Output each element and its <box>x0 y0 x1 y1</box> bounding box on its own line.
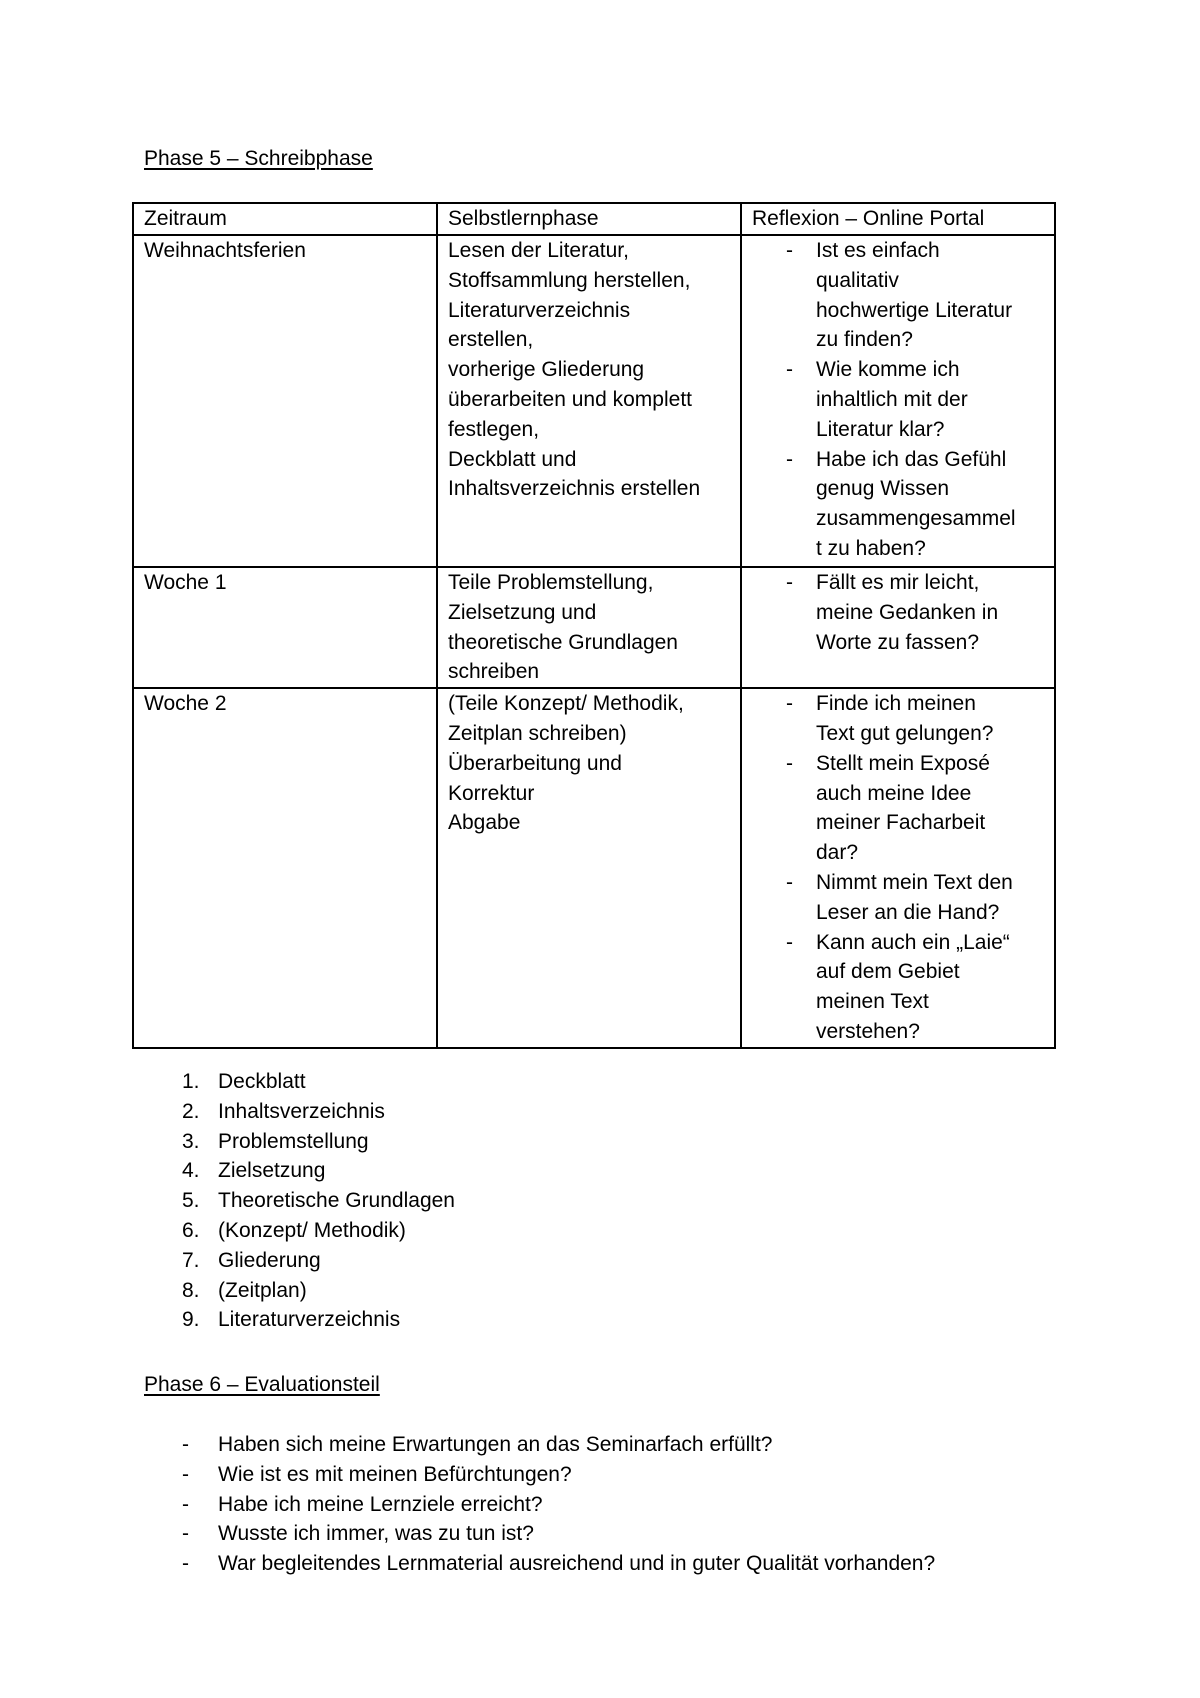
list-item <box>144 1490 935 1520</box>
text-line: Literaturverzeichnis <box>448 298 631 322</box>
list-item: - Ist es einfach qualitativ hochwertige Literatur zu finden? <box>742 236 1046 355</box>
dash-mark: - <box>786 692 793 716</box>
list-number: 2. <box>182 1099 200 1123</box>
text-line: erstellen, <box>448 328 534 352</box>
dash-mark: - <box>182 1492 189 1516</box>
text-line: Lesen der Literatur, <box>448 239 629 262</box>
cell-selbstlernphase <box>437 688 741 1048</box>
reflexion-list <box>742 236 1046 564</box>
reflexion-list <box>742 689 1046 1047</box>
header-selbstlernphase: Selbstlernphase <box>437 203 741 235</box>
text-line: Zielsetzung und <box>448 600 597 624</box>
text-line: schreiben <box>448 660 540 684</box>
text-line: Korrektur <box>448 781 535 805</box>
question-text: War begleitendes Lernmaterial ausreichend und in guter Qualität vorhanden? <box>218 1552 936 1576</box>
list-item <box>144 1156 455 1186</box>
table-row <box>133 567 1055 688</box>
text-line: Überarbeitung und <box>448 751 622 775</box>
list-number: 6. <box>182 1218 200 1242</box>
list-number: 9. <box>182 1308 200 1332</box>
list-text: Inhaltsverzeichnis <box>218 1099 385 1123</box>
list-text: Theoretische Grundlagen <box>218 1189 455 1213</box>
table-row <box>133 235 1055 567</box>
list-item <box>144 1519 935 1549</box>
list-text: Problemstellung <box>218 1129 369 1153</box>
list-item <box>144 1186 455 1216</box>
list-text: Gliederung <box>218 1248 321 1272</box>
text-line: Stoffsammlung herstellen, <box>448 268 691 292</box>
list-text: Zielsetzung <box>218 1159 326 1183</box>
list-item: - Habe ich das Gefühl genug Wissen zusammengesammel t zu haben? <box>742 445 1046 564</box>
text-line: überarbeiten und komplett <box>448 387 692 411</box>
list-item: - Finde ich meinen Text gut gelungen? <box>742 689 1046 749</box>
list-number: 8. <box>182 1278 200 1302</box>
list-text: Literaturverzeichnis <box>218 1308 401 1332</box>
table-header-row <box>133 203 1055 235</box>
cell-selbstlernphase <box>437 567 741 688</box>
text-line: Inhaltsverzeichnis erstellen <box>448 477 701 501</box>
dash-mark: - <box>786 751 793 775</box>
contents-list <box>144 1067 455 1335</box>
list-item <box>144 1127 455 1157</box>
list-item <box>144 1276 455 1306</box>
cell-reflexion <box>741 235 1055 567</box>
header-zeitraum: Zeitraum <box>133 203 437 235</box>
list-item <box>144 1216 455 1246</box>
question-text: Haben sich meine Erwartungen an das Seminarfach erfüllt? <box>218 1433 773 1456</box>
dash-mark: - <box>786 447 793 471</box>
question-text: Wusste ich immer, was zu tun ist? <box>218 1522 534 1546</box>
cell-reflexion <box>741 567 1055 688</box>
list-item <box>144 1549 935 1579</box>
list-number: 3. <box>182 1129 200 1153</box>
text-line: Teile Problemstellung, <box>448 571 654 594</box>
list-item <box>144 1460 935 1490</box>
text-line: (Teile Konzept/ Methodik, <box>448 692 684 716</box>
phase6-heading: Phase 6 – Evaluationsteil <box>144 1373 380 1396</box>
evaluation-questions <box>144 1430 935 1579</box>
list-item: - Fällt es mir leicht, meine Gedanken in Worte zu fassen? <box>742 568 1046 657</box>
list-item <box>144 1305 455 1335</box>
list-text: (Konzept/ Methodik) <box>218 1218 406 1242</box>
dash-mark: - <box>786 358 793 382</box>
list-text: Deckblatt <box>218 1070 306 1093</box>
list-number: 5. <box>182 1189 200 1213</box>
list-number: 7. <box>182 1248 200 1272</box>
text-line: Zeitplan schreiben) <box>448 721 627 745</box>
phase5-heading: Phase 5 – Schreibphase <box>144 147 373 170</box>
reflexion-list <box>742 568 1046 657</box>
dash-mark: - <box>786 870 793 894</box>
list-number: 1. <box>182 1070 200 1093</box>
text-line: vorherige Gliederung <box>448 358 645 382</box>
list-item: - Wie komme ich inhaltlich mit der Literatur klar? <box>742 355 1046 444</box>
header-reflexion: Reflexion – Online Portal <box>741 203 1055 235</box>
dash-mark: - <box>182 1522 189 1546</box>
cell-zeitraum: Woche 1 <box>133 567 437 688</box>
dash-mark: - <box>786 930 793 954</box>
text-line: Deckblatt und <box>448 447 577 471</box>
dash-mark: - <box>182 1433 189 1456</box>
text-line: Abgabe <box>448 811 521 835</box>
dash-mark: - <box>182 1462 189 1486</box>
list-number: 4. <box>182 1159 200 1183</box>
question-text: Habe ich meine Lernziele erreicht? <box>218 1492 543 1516</box>
cell-zeitraum: Weihnachtsferien <box>133 235 437 567</box>
list-item: - Stellt mein Exposé auch meine Idee meiner Facharbeit dar? <box>742 749 1046 868</box>
cell-zeitraum: Woche 2 <box>133 688 437 1048</box>
cell-reflexion <box>741 688 1055 1048</box>
dash-mark: - <box>786 239 793 262</box>
list-text: (Zeitplan) <box>218 1278 307 1302</box>
dash-mark: - <box>786 571 793 594</box>
cell-selbstlernphase <box>437 235 741 567</box>
list-item <box>144 1097 455 1127</box>
list-item <box>144 1430 935 1460</box>
list-item <box>144 1067 455 1097</box>
question-text: Wie ist es mit meinen Befürchtungen? <box>218 1462 572 1486</box>
dash-mark: - <box>182 1552 189 1576</box>
list-item: - Nimmt mein Text den Leser an die Hand? <box>742 868 1046 928</box>
table-row <box>133 688 1055 1048</box>
text-line: theoretische Grundlagen <box>448 630 678 654</box>
text-line: festlegen, <box>448 417 540 441</box>
list-item: - Kann auch ein „Laie“ auf dem Gebiet meinen Text verstehen? <box>742 928 1046 1047</box>
list-item <box>144 1246 455 1276</box>
schedule-table <box>132 202 1056 1049</box>
